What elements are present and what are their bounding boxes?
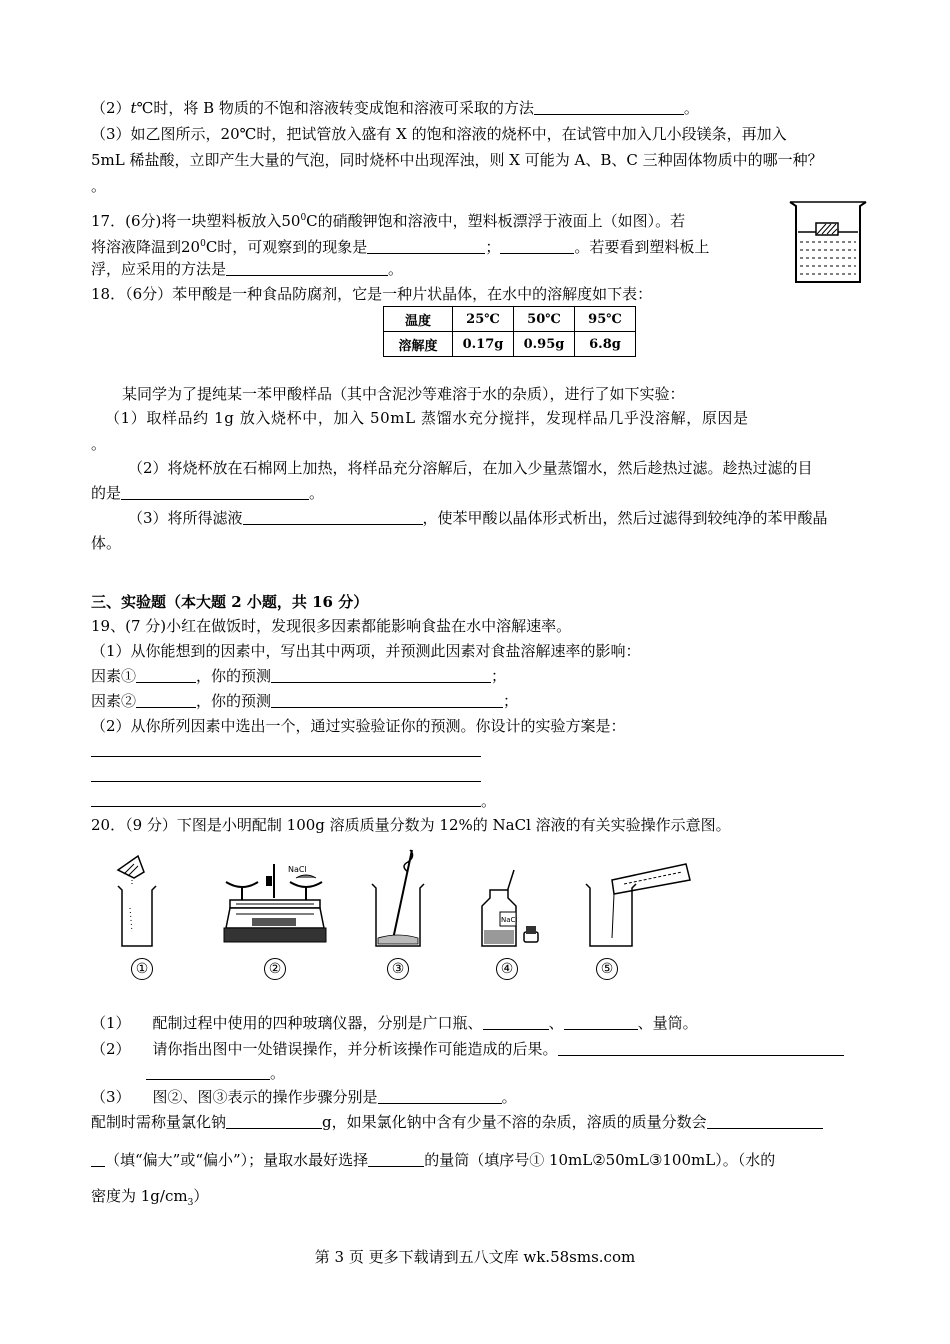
q20-part2: （2） 请你指出图中一处错误操作，并分析该操作可能造成的后果。 bbox=[91, 1039, 844, 1059]
blank[interactable] bbox=[271, 693, 503, 708]
answer-line[interactable] bbox=[91, 806, 481, 807]
blank[interactable] bbox=[136, 693, 196, 708]
q18-step2-line2: 的是 。 bbox=[91, 484, 325, 502]
table-cell: 温度 bbox=[384, 307, 453, 332]
blank[interactable] bbox=[707, 1114, 823, 1129]
blank[interactable] bbox=[500, 239, 574, 254]
q20-part6: 密度为 $1g/cm_3$） bbox=[91, 1187, 209, 1208]
figure-1-pouring-salt bbox=[104, 852, 160, 952]
page-footer: 第 3 页 更多下载请到五八文库 wk.58sms.com bbox=[314, 1248, 636, 1266]
figure-caption: ④ bbox=[496, 958, 518, 980]
q16-part2: （2）t℃时，将 B 物质的不饱和溶液转变成饱和溶液可采取的方法 。 bbox=[91, 99, 699, 117]
q16-part3-line3: 。 bbox=[91, 177, 107, 195]
beaker-plastic-board-figure bbox=[786, 196, 870, 288]
blank[interactable] bbox=[271, 668, 491, 683]
q19-factor1: 因素① ，你的预测 ； bbox=[91, 667, 507, 685]
blank[interactable] bbox=[558, 1041, 844, 1056]
q18-step1: （1）取样品约 1g 放入烧杯中，加入 50mL 蒸馏水充分搅拌，发现样品几乎没溶解，原因是 bbox=[105, 409, 749, 427]
blank[interactable] bbox=[146, 1065, 270, 1080]
q19-intro: 19、(7 分)小红在做饭时，发现很多因素都能影响食盐在水中溶解速率。 bbox=[91, 617, 572, 635]
blank[interactable] bbox=[367, 239, 485, 254]
blank[interactable] bbox=[226, 261, 388, 276]
table-row bbox=[384, 307, 636, 332]
q17-line3: 浮，应采用的方法是 。 bbox=[91, 260, 404, 278]
q20-part3: （3） 图②、图③表示的操作步骤分别是 。 bbox=[91, 1088, 517, 1106]
blank[interactable] bbox=[121, 485, 309, 500]
blank[interactable] bbox=[483, 1015, 549, 1030]
blank[interactable] bbox=[226, 1114, 322, 1129]
nacl-label: NaCl bbox=[501, 916, 518, 924]
q18-step3: （3）将所得滤液 ，使苯甲酸以晶体形式析出，然后过滤得到较纯净的苯甲酸晶 bbox=[128, 509, 828, 527]
figure-caption: ③ bbox=[387, 958, 409, 980]
figure-5-pouring-water bbox=[584, 858, 694, 952]
q18-step2: （2）将烧杯放在石棉网上加热，将样品充分溶解后，在加入少量蒸馏水，然后趁热过滤。趁热过滤的目 bbox=[128, 459, 813, 477]
figure-caption: ① bbox=[131, 958, 153, 980]
answer-line[interactable] bbox=[91, 756, 481, 757]
q20-part2-line2: 。 bbox=[146, 1063, 285, 1083]
q16-part3-line2: 5mL 稀盐酸，立即产生大量的气泡，同时烧杯中出现浑浊，则 X 可能为 A、B、C 三种固体物质中的哪一种？ bbox=[91, 151, 823, 169]
q18-experiment: 某同学为了提纯某一苯甲酸样品（其中含泥沙等难溶于水的杂质），进行了如下实验： bbox=[122, 385, 685, 403]
blank[interactable] bbox=[91, 1152, 105, 1167]
solubility-table bbox=[383, 306, 636, 357]
blank[interactable] bbox=[564, 1015, 638, 1030]
table-row bbox=[384, 332, 636, 357]
q20-part1: （1） 配制过程中使用的四种玻璃仪器，分别是广口瓶、 、 、量筒。 bbox=[91, 1014, 698, 1032]
q17-line1: 17．(6分)将一块塑料板放入$50^0C$的硝酸钾饱和溶液中，塑料板漂浮于液面上（如图）。若 bbox=[91, 212, 686, 230]
figure-caption: ⑤ bbox=[596, 958, 618, 980]
q19-part2: （2）从你所列因素中选出一个，通过实验验证你的预测。你设计的实验方案是： bbox=[91, 717, 626, 735]
q19-factor2: 因素② ，你的预测 ； bbox=[91, 692, 519, 710]
q17-line2: 将溶液降温到$20^0C$时，可观察到的现象是 ； 。若要看到塑料板上 bbox=[91, 238, 710, 256]
figure-3-stirring bbox=[370, 846, 426, 952]
table-cell: 50℃ bbox=[514, 307, 575, 332]
figure-4-reagent-bottle bbox=[476, 868, 546, 950]
q18-intro: 18．（6分）苯甲酸是一种食品防腐剂，它是一种片状晶体，在水中的溶解度如下表： bbox=[91, 285, 653, 303]
q16-part3-line1: （3）如乙图所示，20℃时，把试管放入盛有 X 的饱和溶液的烧杯中，在试管中加入几小段镁条，再加入 bbox=[91, 125, 787, 143]
figure-2-balance-scale bbox=[222, 858, 328, 950]
q20-intro: 20．（9 分）下图是小明配制 100g 溶质质量分数为 12%的 NaCl 溶液的有关实验操作示意图。 bbox=[91, 816, 731, 834]
q19-part1: （1）从你能想到的因素中，写出其中两项，并预测此因素对食盐溶解速率的影响： bbox=[91, 642, 641, 660]
blank[interactable] bbox=[368, 1152, 424, 1167]
table-cell: 6.8g bbox=[575, 332, 636, 357]
table-cell: 溶解度 bbox=[384, 332, 453, 357]
table-cell: 95℃ bbox=[575, 307, 636, 332]
nacl-label: NaCl bbox=[288, 865, 307, 874]
q18-step1-end: 。 bbox=[91, 435, 107, 453]
table-cell: 0.17g bbox=[453, 332, 514, 357]
section-title: 三、实验题（本大题 2 小题，共 16 分） bbox=[91, 593, 369, 611]
blank[interactable] bbox=[136, 668, 196, 683]
blank[interactable] bbox=[243, 510, 423, 525]
q20-part5: （填“偏大”或“偏小”）；量取水最好选择 的量筒（填序号① 10mL②50mL③100mL）。（水的 bbox=[91, 1150, 775, 1170]
blank[interactable] bbox=[534, 100, 684, 115]
q20-part4: 配制时需称量氯化钠 g，如果氯化钠中含有少量不溶的杂质，溶质的质量分数会 bbox=[91, 1112, 823, 1132]
figure-caption: ② bbox=[264, 958, 286, 980]
table-cell: 25℃ bbox=[453, 307, 514, 332]
q19-end: 。 bbox=[481, 792, 497, 810]
answer-line[interactable] bbox=[91, 781, 481, 782]
table-cell: 0.95g bbox=[514, 332, 575, 357]
blank[interactable] bbox=[378, 1089, 502, 1104]
q18-step3-line2: 体。 bbox=[91, 534, 122, 552]
